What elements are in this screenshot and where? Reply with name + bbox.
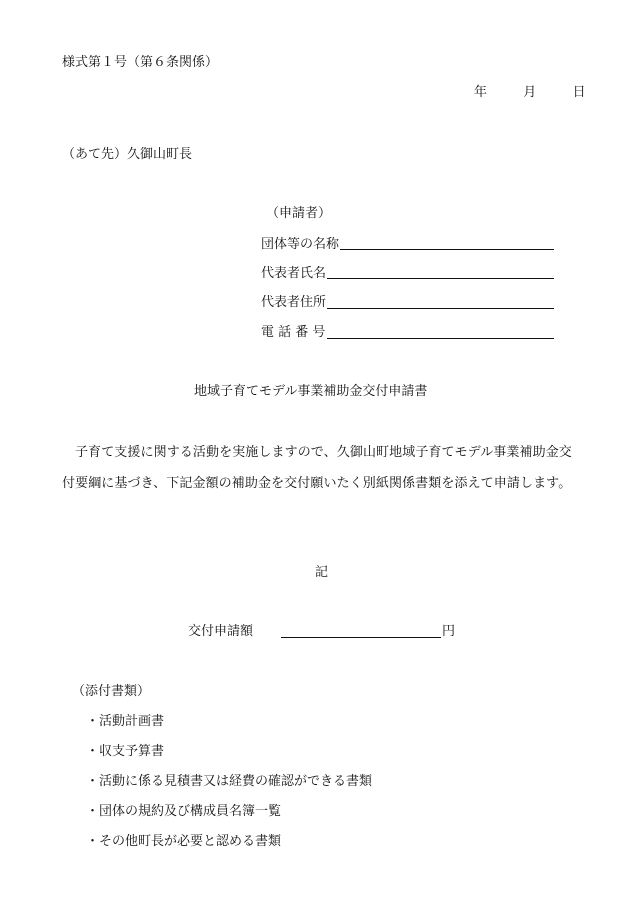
field-label-representative-name: 代表者氏名 [261, 266, 327, 281]
field-label-representative-address: 代表者住所 [261, 295, 327, 310]
attachment-item: ・その他町長が必要と認める書類 [86, 834, 282, 849]
amount-line[interactable] [281, 637, 441, 638]
addressee: （あて先）久御山町長 [62, 147, 193, 162]
attachments-heading: （添付書類） [72, 684, 151, 699]
attachment-item: ・活動計画書 [86, 714, 165, 729]
date-year: 年 [474, 85, 488, 100]
field-line-organization[interactable] [340, 249, 554, 250]
field-line-phone[interactable] [327, 338, 554, 339]
body-paragraph: 子育て支援に関する活動を実施しますので、久御山町地域子育てモデル事業補助金交付要綱に基づき、下記金額の補助金を交付願いたく別紙関係書類を添えて申請します。 [62, 445, 572, 491]
date-month: 月 [523, 85, 537, 100]
attachment-item: ・団体の規約及び構成員名簿一覧 [86, 804, 282, 819]
ki-heading: 記 [315, 565, 329, 580]
amount-unit: 円 [442, 624, 456, 639]
date-line [474, 86, 586, 99]
document-title: 地域子育てモデル事業補助金交付申請書 [194, 384, 428, 399]
date-day: 日 [572, 85, 586, 100]
applicant-heading: （申請者） [266, 206, 332, 221]
field-label-phone: 電 話 番 号 [261, 325, 326, 340]
amount-label: 交付申請額 [188, 624, 254, 639]
field-line-representative-name[interactable] [327, 278, 554, 279]
form-number: 様式第１号（第６条関係） [62, 55, 219, 70]
field-label-organization: 団体等の名称 [261, 237, 340, 252]
field-line-representative-address[interactable] [327, 308, 554, 309]
attachment-item: ・活動に係る見積書又は経費の確認ができる書類 [86, 774, 373, 789]
attachment-item: ・収支予算書 [86, 744, 165, 759]
